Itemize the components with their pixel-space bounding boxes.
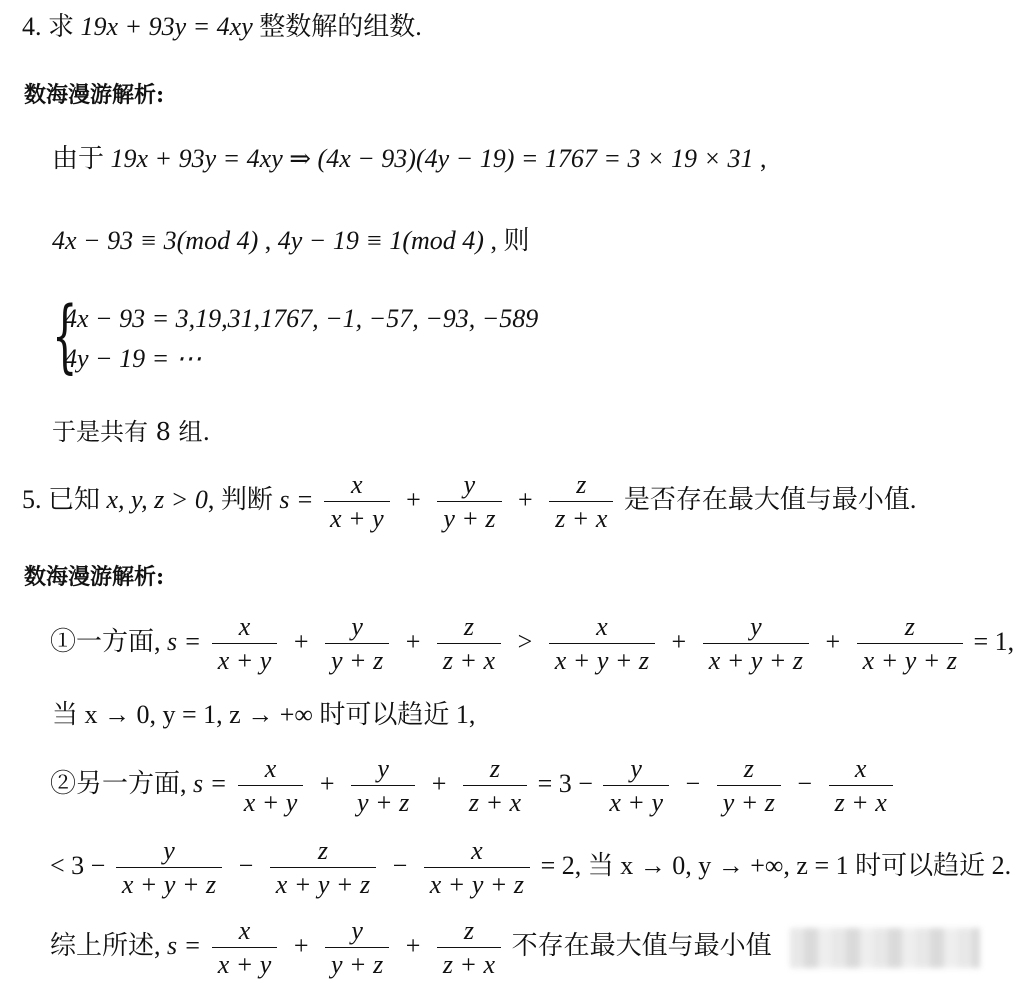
problem-suffix: 是否存在最大值与最小值. (623, 484, 917, 514)
numerator: z (437, 614, 501, 644)
blurred-watermark (790, 928, 980, 968)
problem-5-statement (22, 472, 916, 532)
solution-5-bound-line (50, 838, 1011, 898)
minus-sign: − (685, 768, 701, 798)
numerator: z (270, 838, 376, 868)
problem-prefix: 已知 (48, 484, 101, 514)
numerator: y (703, 614, 809, 644)
fraction (212, 614, 278, 674)
numerator: x (549, 614, 655, 644)
numerator: z (717, 756, 781, 786)
s-equals: s = (193, 768, 228, 798)
greater-than-sign: > (517, 626, 533, 656)
plus-sign: + (293, 626, 309, 656)
fraction (324, 472, 390, 532)
denominator: x + y + z (862, 646, 957, 675)
fraction (424, 838, 530, 898)
plus-sign: + (405, 930, 421, 960)
numerator: y (351, 756, 415, 786)
denominator: y + z (330, 646, 384, 675)
equals-two: = 2 (540, 850, 575, 880)
system-brace: { (52, 289, 78, 382)
congruence-y: 4y − 19 ≡ 1(mod 4) (277, 226, 484, 255)
text-prefix: 由于 (52, 144, 105, 173)
numerator: x (424, 838, 530, 868)
plus-sign: + (405, 626, 421, 656)
solution-4-line-1 (52, 146, 767, 172)
case-label: ②另一方面, (50, 768, 187, 798)
factorization-equation: 19x + 93y = 4xy ⇒ (4x − 93)(4y − 19) = 1767 = 3 × 19 × 31 (110, 144, 754, 173)
limit-2-text: , 当 x → 0, y → +∞, z = 1 时可以趋近 2. (574, 850, 1012, 880)
numerator: x (212, 918, 278, 948)
s-equals: s = (167, 626, 202, 656)
system-equation-1: 4x − 93 = 3,19,31,1767, −1, −57, −93, −589 (64, 304, 539, 333)
denominator: y + z (356, 788, 410, 817)
congruence-x: 4x − 93 ≡ 3(mod 4) (52, 226, 259, 255)
fraction (549, 472, 613, 532)
fraction (463, 756, 527, 816)
denominator: z + x (442, 646, 496, 675)
s-equals: s = (167, 930, 202, 960)
numerator: z (549, 472, 613, 502)
s-equals: s = (279, 484, 314, 514)
plus-sign: + (671, 626, 687, 656)
fraction (325, 918, 389, 978)
problem-4-statement (22, 14, 422, 40)
denominator: x + y + z (554, 646, 650, 675)
solution-5-case-2 (50, 756, 897, 816)
text-suffix: , 则 (490, 226, 530, 255)
less-than-three-minus: < 3 − (50, 850, 106, 880)
fraction (116, 838, 222, 898)
punctuation: , (760, 144, 767, 173)
minus-sign: − (797, 768, 813, 798)
denominator: x + y (243, 788, 298, 817)
equals-one: = 1 (973, 626, 1008, 656)
numerator: y (325, 614, 389, 644)
plus-sign: + (319, 768, 335, 798)
punctuation: , (1007, 626, 1014, 656)
numerator: y (325, 918, 389, 948)
problem-prefix: 求 (48, 12, 75, 41)
solution-4-line-2 (52, 228, 529, 254)
numerator: x (212, 614, 278, 644)
denominator: z + x (834, 788, 887, 817)
solution-5-conclusion (50, 918, 772, 978)
minus-sign: − (238, 850, 254, 880)
fraction (829, 756, 893, 816)
fraction (437, 472, 501, 532)
numerator: x (238, 756, 304, 786)
problem-mid: , 判断 (207, 484, 273, 514)
denominator: x + y (217, 950, 272, 979)
denominator: z + x (468, 788, 522, 817)
punctuation: , (264, 226, 272, 255)
fraction (703, 614, 809, 674)
solution-5-case-1 (50, 614, 1014, 674)
denominator: x + y (217, 646, 272, 675)
conclusion-label: 综上所述, (50, 930, 161, 960)
denominator: x + y (330, 504, 384, 533)
plus-sign: + (293, 930, 309, 960)
denominator: y + z (443, 504, 496, 533)
denominator: x + y + z (429, 870, 525, 899)
solution-heading: 数海漫游解析: (24, 82, 165, 108)
fraction (437, 614, 501, 674)
numerator: y (603, 756, 669, 786)
fraction (270, 838, 376, 898)
numerator: z (857, 614, 963, 644)
fraction (603, 756, 669, 816)
problem-equation: 19x + 93y = 4xy (80, 12, 253, 41)
fraction (238, 756, 304, 816)
numerator: x (829, 756, 893, 786)
numerator: z (463, 756, 527, 786)
plus-sign: + (518, 484, 533, 514)
fraction (351, 756, 415, 816)
plus-sign: + (431, 768, 447, 798)
problem-number: 4. (22, 12, 42, 41)
fraction (717, 756, 781, 816)
denominator: x + y + z (121, 870, 217, 899)
equals-three-minus: = 3 − (537, 768, 593, 798)
problem-suffix: 整数解的组数. (259, 12, 422, 41)
problem-number: 5. (22, 484, 42, 514)
denominator: z + x (555, 504, 608, 533)
numerator: x (324, 472, 390, 502)
system-equation-2: 4y − 19 = ⋯ (64, 344, 202, 373)
numerator: y (437, 472, 501, 502)
fraction (212, 918, 278, 978)
denominator: y + z (330, 950, 384, 979)
solution-heading: 数海漫游解析: (24, 564, 165, 590)
minus-sign: − (392, 850, 408, 880)
numerator: y (116, 838, 222, 868)
fraction (857, 614, 963, 674)
numerator: z (437, 918, 501, 948)
denominator: x + y (609, 788, 664, 817)
fraction (437, 918, 501, 978)
solution-4-conclusion: 于是共有 8 组. (52, 418, 211, 446)
plus-sign: + (406, 484, 421, 514)
plus-sign: + (825, 626, 841, 656)
case-label: ①一方面, (50, 626, 161, 656)
conclusion-suffix: 不存在最大值与最小值 (511, 930, 772, 960)
denominator: x + y + z (708, 646, 803, 675)
fraction (549, 614, 655, 674)
solution-5-limit-1: 当 x → 0, y = 1, z → +∞ 时可以趋近 1, (52, 700, 476, 729)
denominator: y + z (722, 788, 775, 817)
fraction (325, 614, 389, 674)
denominator: z + x (442, 950, 496, 979)
condition: x, y, z > 0 (106, 484, 208, 514)
denominator: x + y + z (275, 870, 371, 899)
